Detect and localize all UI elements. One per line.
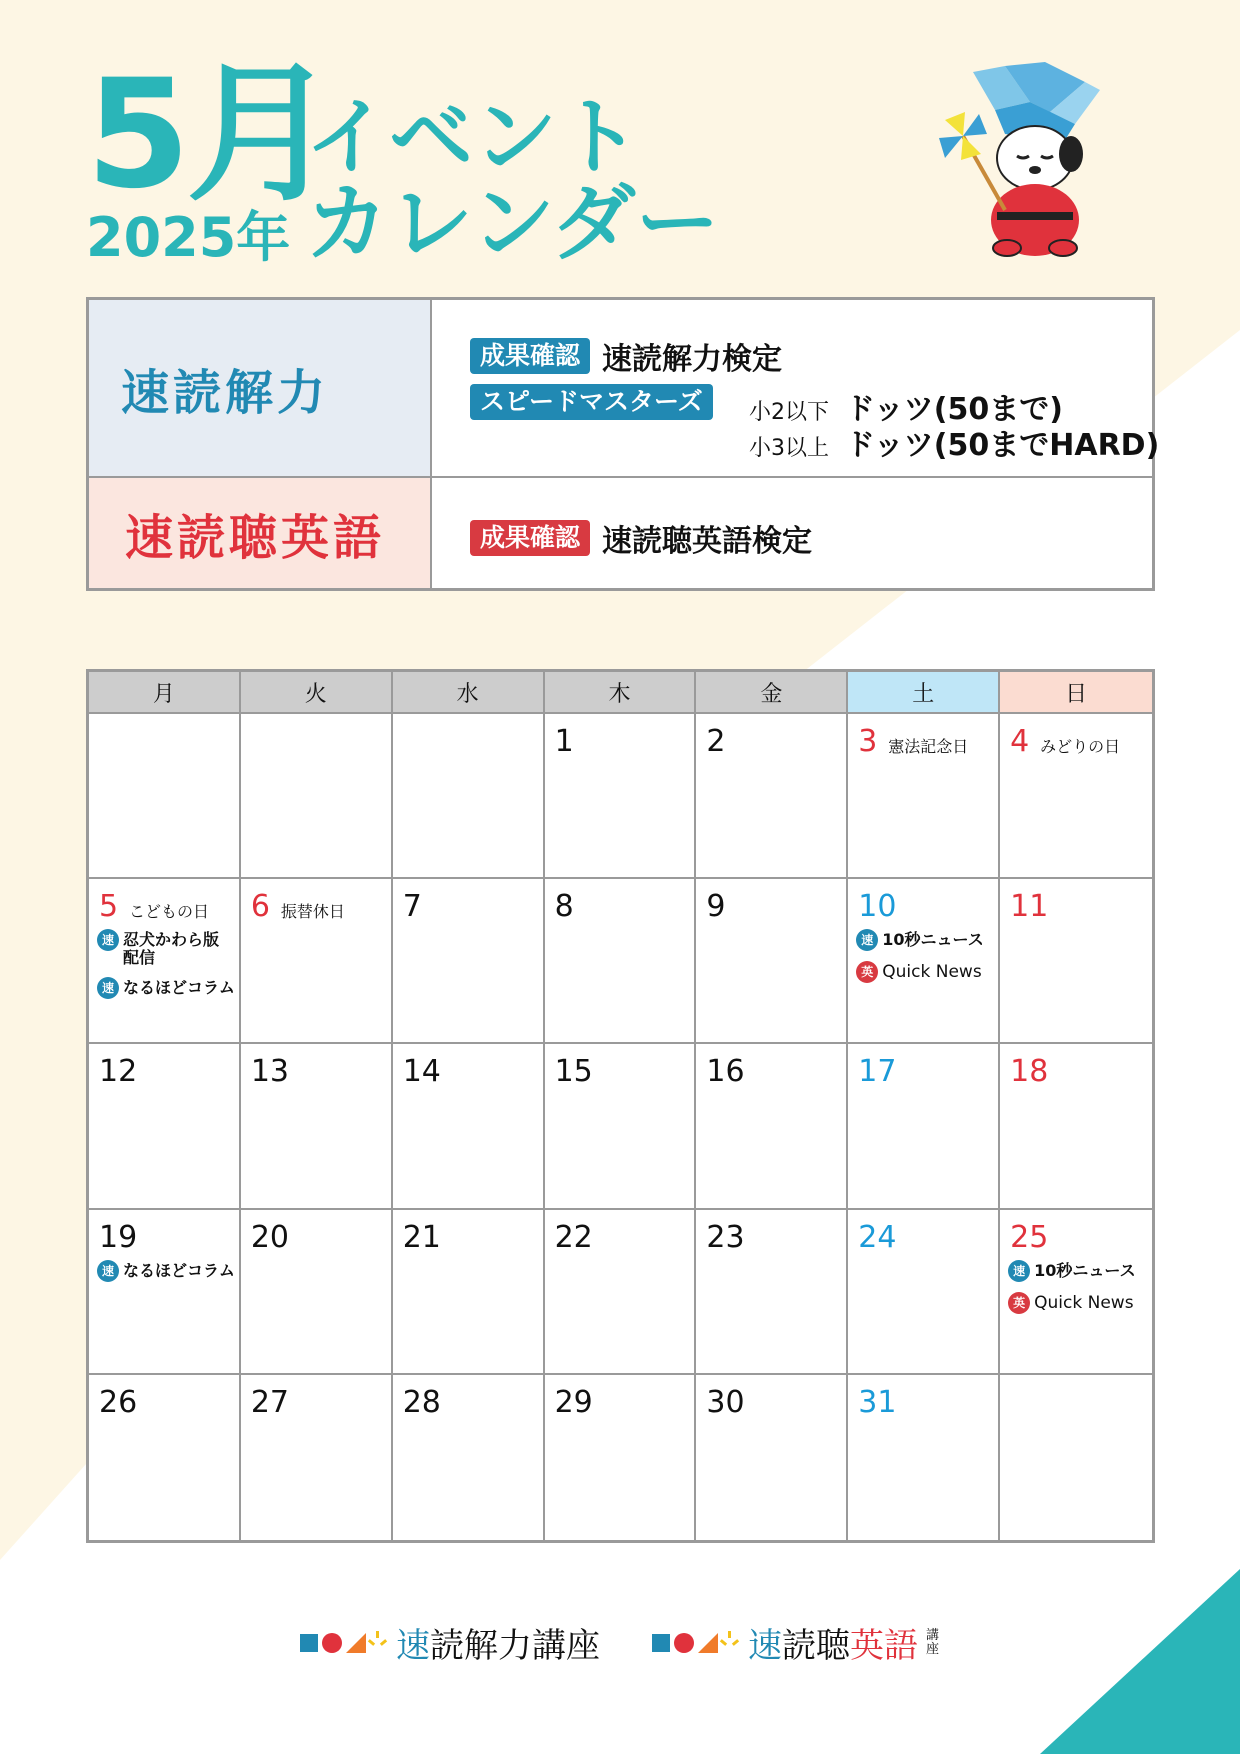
speed-reading-row <box>89 300 1160 478</box>
speed-listening-english-row <box>89 478 1152 588</box>
day-events <box>97 1262 235 1294</box>
calendar-day-cell <box>1000 1210 1152 1375</box>
calendar-day-cell <box>89 1210 241 1375</box>
day-events <box>97 931 235 1011</box>
weekday-header-tue: 火 <box>241 672 393 714</box>
logo2-text: 速読聴英語 <box>748 1626 918 1666</box>
category-speed-listening-english: 速読聴英語 <box>89 478 432 588</box>
calendar-day-cell <box>89 879 241 1044</box>
day-number: 22 <box>554 1219 593 1255</box>
event-text: 速読解力検定 <box>602 342 783 377</box>
day-number: 16 <box>706 1054 745 1090</box>
calendar-day-cell <box>545 1044 697 1209</box>
calendar-day-cell <box>89 1375 241 1540</box>
level-label: 小3以上 <box>749 436 829 461</box>
event-label: なるほどコラム <box>123 978 235 998</box>
day-event <box>1008 1294 1148 1314</box>
calendar-day-cell <box>696 714 848 879</box>
day-number: 28 <box>402 1384 441 1420</box>
samurai-dog-mascot-icon <box>935 62 1105 262</box>
day-number: 24 <box>858 1219 897 1255</box>
calendar-day-cell <box>1000 1044 1152 1209</box>
event-label: Quick News <box>1034 1292 1134 1313</box>
speed-masters-levels <box>749 384 1160 463</box>
speed-course-icon: 速 <box>1008 1260 1030 1282</box>
calendar-day-cell <box>545 714 697 879</box>
day-number: 18 <box>1010 1054 1049 1090</box>
calendar-day-cell <box>696 1210 848 1375</box>
month-title: 5月 <box>86 48 333 222</box>
level-label: 小2以下 <box>749 400 829 425</box>
calendar-day-cell <box>848 714 1000 879</box>
calendar-day-cell <box>1000 714 1152 879</box>
weekday-header-mon: 月 <box>89 672 241 714</box>
day-number: 9 <box>706 889 726 925</box>
badge-speed-masters: スピードマスターズ <box>470 384 713 420</box>
day-number: 5 <box>99 889 119 925</box>
event-label: 忍犬かわら版配信 <box>123 930 220 968</box>
calendar-day-cell <box>1000 1375 1152 1540</box>
calendar-day-cell <box>848 1210 1000 1375</box>
day-number: 4 <box>1010 724 1030 759</box>
category-speed-reading: 速読解力 <box>89 300 432 476</box>
event-label: Quick News <box>882 962 982 983</box>
logo1-text: 速読解力講座 <box>396 1626 600 1666</box>
day-number: 27 <box>250 1384 290 1420</box>
calendar-day-cell <box>696 879 848 1044</box>
day-number: 29 <box>554 1384 593 1420</box>
event-english-exam <box>470 516 812 560</box>
holiday-label: 振替休日 <box>280 902 345 922</box>
day-number: 17 <box>858 1054 897 1090</box>
weekday-header-wed: 水 <box>393 672 545 714</box>
event-speed-masters <box>470 384 713 420</box>
event-speed-reading-exam <box>470 334 782 378</box>
day-number: 31 <box>858 1384 897 1420</box>
event-text: 速読聴英語検定 <box>602 524 813 559</box>
level-event: ドッツ(50まで) <box>845 392 1063 427</box>
day-event <box>97 979 235 999</box>
day-number: 12 <box>99 1054 138 1090</box>
holiday-label: こどもの日 <box>129 902 210 922</box>
weekday-header-sat: 土 <box>848 672 1000 714</box>
calendar-day-cell <box>89 1044 241 1209</box>
logo-square-icon <box>652 1634 670 1652</box>
calendar-day-cell <box>393 879 545 1044</box>
logo-square-icon <box>300 1634 318 1652</box>
title-line-1: イベント <box>305 88 642 186</box>
calendar-day-cell <box>848 879 1000 1044</box>
day-number: 25 <box>1010 1219 1049 1255</box>
logo-triangle-icon <box>346 1633 366 1653</box>
calendar-day-cell <box>848 1044 1000 1209</box>
holiday-label: みどりの日 <box>1040 737 1121 756</box>
day-number: 15 <box>554 1054 593 1090</box>
logo-spark-icon <box>370 1631 386 1655</box>
day-number: 7 <box>402 889 422 925</box>
calendar-day-cell <box>696 1044 848 1209</box>
speed-course-icon: 速 <box>97 929 119 951</box>
weekday-header-fri: 金 <box>696 672 848 714</box>
calendar-day-cell <box>241 1375 393 1540</box>
calendar-day-cell <box>393 1044 545 1209</box>
calendar-day-cell <box>393 1375 545 1540</box>
calendar-day-cell <box>545 879 697 1044</box>
calendar-day-cell <box>241 714 393 879</box>
day-event <box>97 931 235 967</box>
day-event <box>856 931 994 951</box>
day-number: 20 <box>250 1219 290 1255</box>
logo-triangle-icon <box>698 1633 718 1653</box>
calendar-day-cell <box>545 1210 697 1375</box>
holiday-label: 憲法記念日 <box>888 737 969 756</box>
day-number: 8 <box>554 889 574 925</box>
day-number: 2 <box>706 724 726 759</box>
day-number: 30 <box>706 1384 745 1420</box>
day-number: 3 <box>858 724 878 759</box>
calendar-grid <box>86 669 1155 1543</box>
calendar-day-cell <box>241 879 393 1044</box>
logo2-small-text: 講座 <box>926 1627 940 1657</box>
logo-spark-icon <box>722 1631 738 1655</box>
title-line-2: カレンダー <box>305 174 720 272</box>
calendar-day-cell <box>696 1375 848 1540</box>
speed-course-icon: 速 <box>856 929 878 951</box>
speed-course-icon: 速 <box>97 977 119 999</box>
day-number: 14 <box>402 1054 441 1090</box>
calendar-day-cell <box>393 1210 545 1375</box>
day-number: 19 <box>99 1219 138 1255</box>
logo-speed-reading-course <box>300 1618 600 1667</box>
day-events <box>1008 1262 1148 1326</box>
logo-circle-icon <box>674 1633 694 1653</box>
logo-circle-icon <box>322 1633 342 1653</box>
day-number: 23 <box>706 1219 745 1255</box>
calendar-day-cell <box>1000 879 1152 1044</box>
weekday-header-sun: 日 <box>1000 672 1152 714</box>
day-event <box>1008 1262 1148 1282</box>
badge-results-check: 成果確認 <box>470 338 590 374</box>
level-row <box>749 384 1159 427</box>
day-number: 21 <box>402 1219 441 1255</box>
day-number: 13 <box>250 1054 290 1090</box>
event-label: なるほどコラム <box>123 1260 235 1280</box>
event-label: 10秒ニュース <box>1034 1260 1136 1280</box>
logo-speed-listening-english-course <box>652 1618 940 1667</box>
calendar-day-cell <box>545 1375 697 1540</box>
teal-corner-decoration <box>1040 1569 1240 1754</box>
event-summary-table <box>86 297 1160 591</box>
year-label: 2025年 <box>86 206 291 269</box>
speed-course-icon: 速 <box>97 1260 119 1282</box>
event-label: 10秒ニュース <box>882 930 984 950</box>
calendar-day-cell <box>393 714 545 879</box>
calendar-day-cell <box>241 1210 393 1375</box>
day-event <box>856 963 994 983</box>
day-number: 6 <box>250 889 270 925</box>
day-events <box>856 931 994 995</box>
badge-results-check: 成果確認 <box>470 520 590 556</box>
day-number: 1 <box>554 724 574 759</box>
calendar-day-cell <box>848 1375 1000 1540</box>
level-event: ドッツ(50までHARD) <box>845 428 1160 463</box>
english-course-icon: 英 <box>1008 1292 1030 1314</box>
calendar-day-cell <box>241 1044 393 1209</box>
day-number: 26 <box>99 1384 138 1420</box>
english-course-icon: 英 <box>856 961 878 983</box>
calendar-day-cell <box>89 714 241 879</box>
day-number: 10 <box>858 889 897 925</box>
weekday-header-thu: 木 <box>545 672 697 714</box>
day-event <box>97 1262 235 1282</box>
day-number: 11 <box>1010 889 1049 925</box>
